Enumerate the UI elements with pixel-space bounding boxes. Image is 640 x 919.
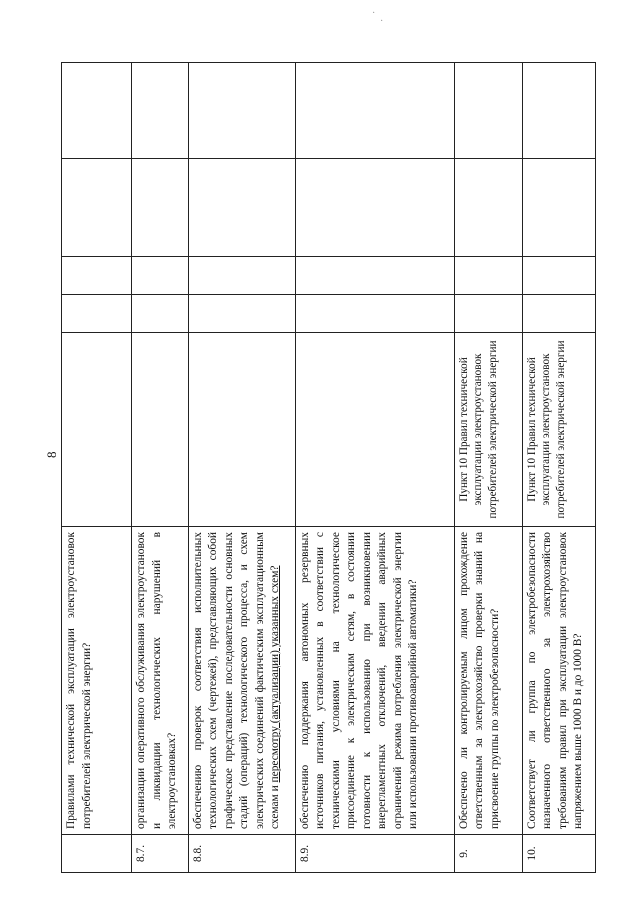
- answer-cell: [132, 295, 188, 333]
- table-row: [522, 63, 595, 873]
- answer-cell: [295, 159, 454, 257]
- row-number: [62, 835, 132, 873]
- answer-cell: [62, 159, 132, 257]
- answer-cell: [188, 257, 295, 295]
- checklist-table-container: [61, 63, 596, 873]
- question-text: обеспечению проверок соответствия исполнительных технологических схем (чертежей), представляющих собой графическое представление последовательности основных стадий (операций) технологического процесса, и схем электрических соединений фактическим эксплуатационным схемам и: [191, 532, 281, 829]
- question-cell: [132, 527, 188, 835]
- question-text: Соответствует ли группа по электробезопасности назначенного ответственного за электрохозяйство требованиям правил при эксплуатации электроустановок напряжением выше 1000 В и до 1000 В?: [525, 532, 585, 829]
- question-cell: [522, 527, 595, 835]
- answer-cell: [188, 63, 295, 159]
- question-text: Правилами технической эксплуатации электроустановок потребителей электрической энергии?: [65, 532, 93, 829]
- reference-cell: [62, 333, 132, 527]
- answer-cell: [188, 295, 295, 333]
- table-row: [454, 63, 522, 873]
- answer-cell: [295, 63, 454, 159]
- question-text: Обеспечено ли контролируемым лицом прохождение ответственным за электрохозяйство проверки знаний на присвоение группы по электробезопасности?: [457, 532, 501, 829]
- table-row: [132, 63, 188, 873]
- question-cell: [295, 527, 454, 835]
- reference-cell: [132, 333, 188, 527]
- answer-cell: [454, 295, 522, 333]
- table-row: [295, 63, 454, 873]
- question-text: организации оперативного обслуживания электроустановок и ликвидации технологических нарушений в электроустановках?: [135, 532, 179, 829]
- answer-cell: [132, 63, 188, 159]
- scan-mark: ·: [380, 16, 384, 27]
- question-cell: [62, 527, 132, 835]
- answer-cell: [454, 63, 522, 159]
- answer-cell: [522, 295, 595, 333]
- answer-cell: [188, 159, 295, 257]
- row-number: 8.7.: [132, 835, 188, 873]
- reference-cell: Пункт 10 Правил технической эксплуатации электроустановок потребителей электрической энергии: [454, 333, 522, 527]
- answer-cell: [454, 159, 522, 257]
- question-cell: [188, 527, 295, 835]
- row-number: 8.8.: [188, 835, 295, 873]
- answer-cell: [522, 159, 595, 257]
- answer-cell: [454, 257, 522, 295]
- answer-cell: [132, 257, 188, 295]
- answer-cell: [62, 295, 132, 333]
- reference-cell: [188, 333, 295, 527]
- answer-cell: [522, 63, 595, 159]
- answer-cell: [295, 295, 454, 333]
- question-cell: [454, 527, 522, 835]
- answer-cell: [522, 257, 595, 295]
- row-number: 10.: [522, 835, 595, 873]
- checklist-table: [61, 62, 596, 873]
- table-body: [62, 63, 596, 873]
- table-row: [188, 63, 295, 873]
- answer-cell: [295, 257, 454, 295]
- question-text: обеспечению поддержания автономных резервных источников питания, установленных в соответствии с техническими условиями на технологическое присоединение к электрическим сетям, в состоянии готовности к использованию при возникновении внерегламентных отключений, введении аварийных ограничений режима потребления электрической энергии или использовании противоаварийной автоматики?: [298, 532, 420, 829]
- table-row: [62, 63, 132, 873]
- question-text-underlined: пересмотру (актуализации) указанных схем?: [269, 565, 281, 783]
- answer-cell: [62, 257, 132, 295]
- scan-mark: ·: [372, 8, 376, 19]
- reference-cell: Пункт 10 Правил технической эксплуатации электроустановок потребителей электрической энергии: [522, 333, 595, 527]
- row-number: 8.9.: [295, 835, 454, 873]
- answer-cell: [62, 63, 132, 159]
- row-number: 9.: [454, 835, 522, 873]
- reference-cell: [295, 333, 454, 527]
- page-number: 8: [44, 451, 59, 458]
- answer-cell: [132, 159, 188, 257]
